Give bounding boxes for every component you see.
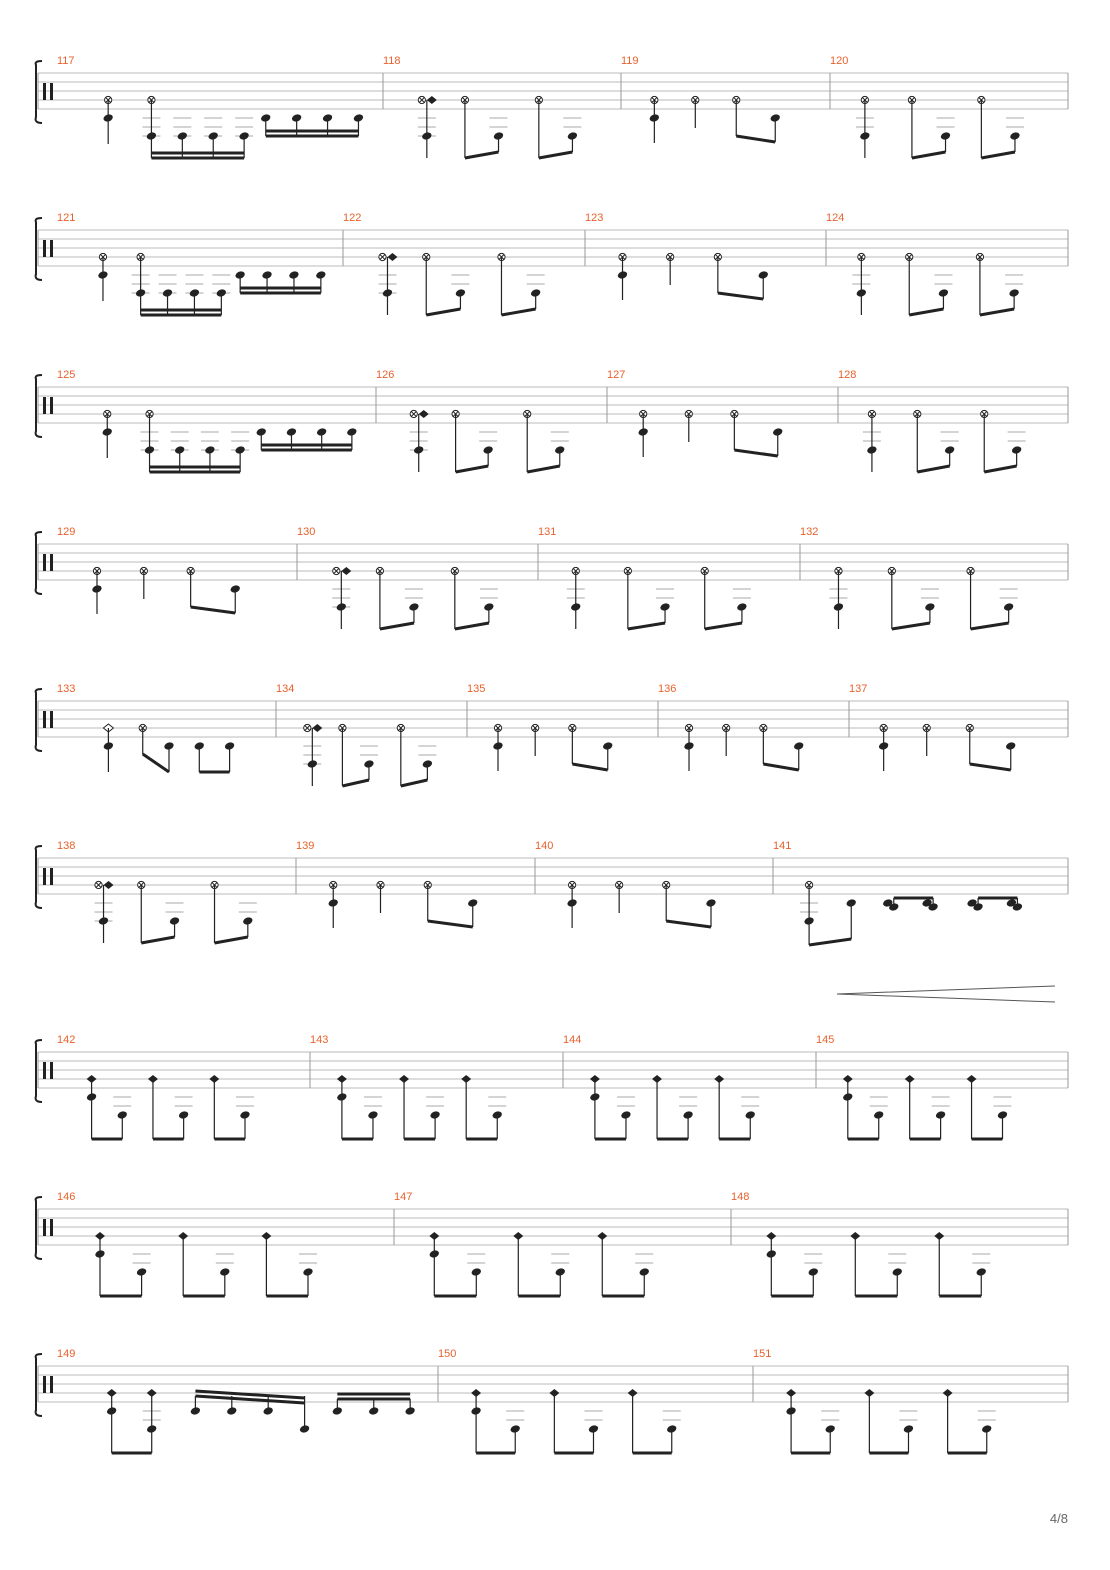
drum-note bbox=[470, 1406, 481, 1416]
system-bracket bbox=[36, 1197, 42, 1259]
note-beam bbox=[501, 309, 535, 315]
note-beam bbox=[705, 623, 742, 629]
percussion-clef bbox=[50, 1062, 53, 1079]
staff-system bbox=[36, 840, 1068, 1002]
note-beam bbox=[912, 152, 946, 158]
note-beam bbox=[809, 939, 851, 945]
measure bbox=[383, 55, 581, 158]
note-beam bbox=[628, 623, 665, 629]
percussion-clef bbox=[43, 83, 46, 100]
note-beam bbox=[215, 937, 248, 943]
percussion-clef bbox=[50, 397, 53, 414]
measure-number: 123 bbox=[585, 212, 604, 224]
system-bracket bbox=[36, 61, 42, 123]
system-bracket bbox=[36, 846, 42, 908]
note-beam bbox=[736, 136, 775, 142]
measure-number: 149 bbox=[57, 1348, 76, 1360]
measure-number: 138 bbox=[57, 840, 76, 852]
measure bbox=[343, 212, 545, 315]
note-beam bbox=[455, 623, 489, 629]
measure bbox=[297, 526, 498, 629]
measure-number: 151 bbox=[753, 1348, 772, 1360]
note-beam bbox=[380, 623, 414, 629]
ride-note bbox=[427, 96, 437, 104]
measure-number: 129 bbox=[57, 526, 76, 538]
ride-note bbox=[419, 410, 429, 418]
measure bbox=[57, 840, 257, 943]
measure bbox=[816, 1034, 1012, 1139]
note-beam bbox=[342, 780, 369, 786]
percussion-clef bbox=[50, 554, 53, 571]
measure-number: 127 bbox=[607, 369, 626, 381]
note-beam bbox=[984, 466, 1016, 472]
system-bracket bbox=[36, 218, 42, 280]
system-bracket bbox=[36, 375, 42, 437]
measure-number: 141 bbox=[773, 840, 792, 852]
percussion-clef bbox=[50, 240, 53, 257]
staff-system bbox=[36, 55, 1068, 158]
page-number: 4/8 bbox=[1049, 1511, 1068, 1526]
measure bbox=[57, 526, 241, 614]
ride-note bbox=[312, 724, 322, 732]
percussion-clef bbox=[43, 1062, 46, 1079]
percussion-clef bbox=[43, 1376, 46, 1393]
staff-system bbox=[36, 1348, 1068, 1453]
note-beam bbox=[763, 764, 798, 770]
drum-note bbox=[429, 1249, 440, 1259]
percussion-clef bbox=[43, 711, 46, 728]
note-beam bbox=[141, 937, 174, 943]
measure bbox=[753, 1348, 996, 1453]
measure bbox=[296, 840, 478, 928]
measure bbox=[57, 1191, 317, 1296]
measure-number: 137 bbox=[849, 683, 868, 695]
staff-system bbox=[36, 683, 1068, 786]
measure-number: 133 bbox=[57, 683, 76, 695]
percussion-clef bbox=[43, 868, 46, 885]
staff-system bbox=[36, 212, 1068, 315]
measure bbox=[57, 369, 358, 472]
measure-number: 117 bbox=[57, 55, 75, 67]
drum-note bbox=[336, 1092, 347, 1102]
measure bbox=[585, 212, 769, 300]
measure-number: 147 bbox=[394, 1191, 413, 1203]
measure bbox=[773, 840, 1023, 945]
measure-number: 131 bbox=[538, 526, 557, 538]
drum-note bbox=[94, 1249, 105, 1259]
note-beam bbox=[191, 607, 236, 613]
note-beam bbox=[428, 921, 473, 927]
note-beam bbox=[734, 450, 777, 456]
system-bracket bbox=[36, 532, 42, 594]
measure bbox=[57, 1348, 416, 1453]
percussion-clef bbox=[50, 868, 53, 885]
measure bbox=[276, 683, 436, 786]
staff-system bbox=[36, 1034, 1068, 1139]
percussion-clef bbox=[50, 1376, 53, 1393]
percussion-clef bbox=[43, 240, 46, 257]
measure-number: 118 bbox=[383, 55, 401, 67]
measure bbox=[800, 526, 1018, 629]
measure-number: 126 bbox=[376, 369, 395, 381]
percussion-clef bbox=[43, 1219, 46, 1236]
measure-number: 150 bbox=[438, 1348, 457, 1360]
measure-number: 120 bbox=[830, 55, 849, 67]
drum-note bbox=[766, 1249, 777, 1259]
measure bbox=[376, 369, 569, 472]
measure bbox=[607, 369, 783, 457]
drum-note bbox=[589, 1092, 600, 1102]
measure-number: 144 bbox=[563, 1034, 582, 1046]
measure-number: 132 bbox=[800, 526, 819, 538]
measure bbox=[467, 683, 613, 771]
measure-number: 136 bbox=[658, 683, 677, 695]
note-beam bbox=[527, 466, 560, 472]
measure bbox=[658, 683, 804, 771]
measure-number: 140 bbox=[535, 840, 554, 852]
measure bbox=[438, 1348, 681, 1453]
measure-number: 139 bbox=[296, 840, 315, 852]
measure bbox=[57, 212, 327, 315]
measure-number: 145 bbox=[816, 1034, 835, 1046]
note-beam bbox=[971, 623, 1009, 629]
note-beam bbox=[456, 466, 489, 472]
note-beam bbox=[970, 764, 1011, 770]
ride-note bbox=[341, 567, 351, 575]
drum-note bbox=[785, 1406, 796, 1416]
measure bbox=[535, 840, 717, 928]
staff-system bbox=[36, 369, 1068, 472]
note-beam bbox=[917, 466, 949, 472]
note-beam bbox=[718, 293, 763, 299]
measure bbox=[731, 1191, 990, 1296]
percussion-clef bbox=[43, 397, 46, 414]
note-beam bbox=[539, 152, 573, 158]
percussion-clef bbox=[50, 711, 53, 728]
measure bbox=[538, 526, 751, 629]
system-bracket bbox=[36, 1040, 42, 1102]
measure bbox=[830, 55, 1024, 158]
staff-system bbox=[36, 526, 1068, 629]
measure bbox=[621, 55, 781, 143]
measure bbox=[310, 1034, 506, 1139]
percussion-clef bbox=[50, 83, 53, 100]
drum-note bbox=[842, 1092, 853, 1102]
note-beam bbox=[426, 309, 460, 315]
measure-number: 130 bbox=[297, 526, 316, 538]
percussion-clef bbox=[43, 554, 46, 571]
note-beam bbox=[401, 780, 428, 786]
note-beam bbox=[980, 309, 1014, 315]
drum-note bbox=[86, 1092, 97, 1102]
note-beam bbox=[666, 921, 711, 927]
note-beam bbox=[909, 309, 943, 315]
measure-number: 128 bbox=[838, 369, 857, 381]
measure-number: 135 bbox=[467, 683, 486, 695]
measure-number: 122 bbox=[343, 212, 362, 224]
note-beam bbox=[981, 152, 1015, 158]
measure-number: 148 bbox=[731, 1191, 750, 1203]
measure bbox=[57, 55, 364, 158]
measure bbox=[394, 1191, 653, 1296]
measure-number: 142 bbox=[57, 1034, 76, 1046]
note-beam bbox=[892, 623, 930, 629]
measure-number: 124 bbox=[826, 212, 845, 224]
measure bbox=[57, 1034, 254, 1139]
measure-number: 121 bbox=[57, 212, 76, 224]
note-beam bbox=[572, 764, 607, 770]
ride-note bbox=[387, 253, 397, 261]
measure bbox=[563, 1034, 759, 1139]
measure bbox=[849, 683, 1016, 771]
system-bracket bbox=[36, 689, 42, 751]
percussion-clef bbox=[50, 1219, 53, 1236]
measure bbox=[838, 369, 1026, 472]
measure-number: 146 bbox=[57, 1191, 76, 1203]
measure-number: 125 bbox=[57, 369, 76, 381]
system-bracket bbox=[36, 1354, 42, 1416]
measure-number: 134 bbox=[276, 683, 295, 695]
staff-system bbox=[36, 1191, 1068, 1296]
note-beam bbox=[143, 754, 169, 772]
crescendo-hairpin bbox=[837, 986, 1055, 1002]
measure-number: 119 bbox=[621, 55, 639, 67]
measure bbox=[826, 212, 1023, 315]
ride-note bbox=[104, 881, 114, 889]
measure-number: 143 bbox=[310, 1034, 329, 1046]
note-beam bbox=[465, 152, 499, 158]
